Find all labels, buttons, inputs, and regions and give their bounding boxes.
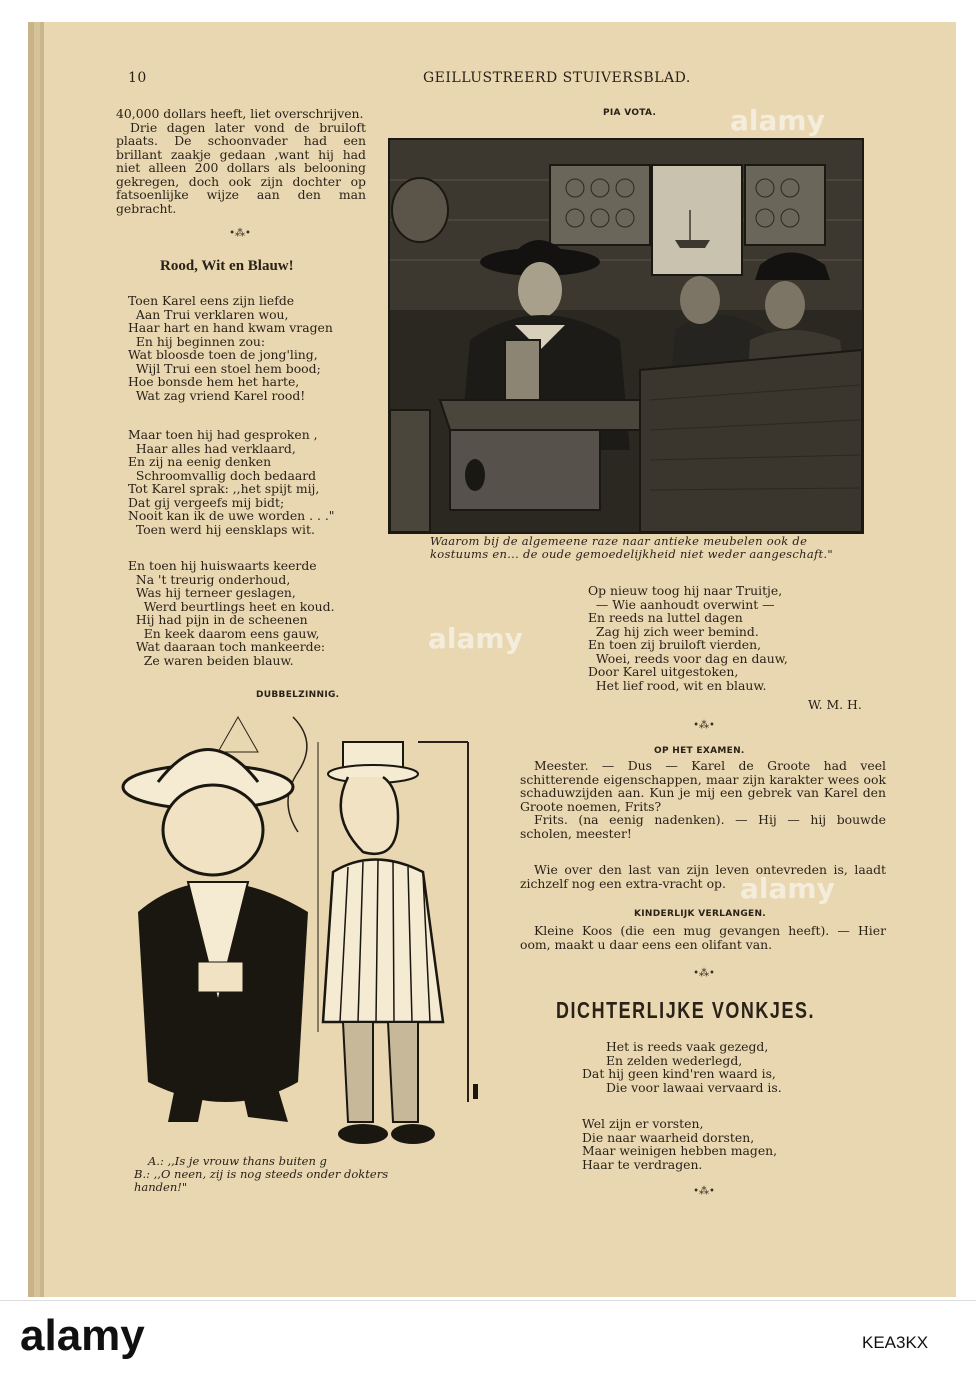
alamy-logo: alamy: [20, 1311, 145, 1360]
intro-line-1: 40,000 dollars heeft, liet overschrijven.: [116, 106, 364, 121]
exam-paragraph-2: Frits. (na eenig nadenken). — Hij — hij bouwde scholen, meester!: [520, 812, 886, 841]
divider-ornament: •⁂•: [229, 228, 251, 239]
pia-vota-illustration: [388, 138, 864, 534]
poem-stanza-2: Maar toen hij had gesproken , Haar alles had verklaard, En zij na eenig denken Schroomvallig doch bedaard Tot Karel sprak: ,,het spijt mij, Dat gij vergeefs mij bidt; Nooit kan ik de uwe worden . . ." Toen werd hij eensklaps wit.: [128, 427, 335, 537]
vonkjes-stanza-1: Het is reeds vaak gezegd, En zelden wederlegd, Dat hij geen kind'ren waard is, Die voor lawaai vervaard is.: [582, 1039, 782, 1095]
burden-text: Wie over den last van zijn leven ontevreden is, laadt zichzelf nog een extra-vracht op.: [520, 862, 886, 891]
vonkjes-stanza-2: Wel zijn er vorsten, Die naar waarheid dorsten, Maar weinigen hebben magen, Haar te verdragen.: [582, 1116, 778, 1172]
divider-ornament-4: •⁂•: [693, 1186, 715, 1197]
intro-text: [116, 107, 366, 215]
illustration-caption: Waarom bij de algemeene raze naar antieke meubelen ook de kostuums en... de oude gemoedelijkheid niet weder aangeschaft.": [430, 534, 834, 561]
page-number: 10: [128, 70, 147, 86]
vonkjes-title: DICHTERLIJKE VONKJES.: [556, 997, 816, 1023]
image-code: KEA3KX: [862, 1333, 929, 1352]
poem-title: Rood, Wit en Blauw!: [160, 258, 294, 274]
illustration-title: PIA VOTA.: [603, 108, 657, 118]
page-header-title: GEILLUSTREERD STUIVERSBLAD.: [423, 70, 691, 86]
poem-signature: W. M. H.: [808, 697, 862, 712]
cartoon-title: DUBBELZINNIG.: [256, 690, 340, 700]
divider-ornament-2: •⁂•: [693, 720, 715, 731]
poem-stanza-4: Op nieuw toog hij naar Truitje, — Wie aanhoudt overwint — En reeds na luttel dagen Zag hij zich weer bemind. En toen zij bruiloft vierden, Woei, reeds voor dag en dauw, Door Karel uitgestoken, Het lief rood, wit en blauw.: [588, 583, 788, 693]
kind-text: Kleine Koos (die een mug gevangen heeft). — Hier oom, maakt u daar eens een olifant van.: [520, 923, 886, 952]
exam-title: OP HET EXAMEN.: [654, 746, 745, 756]
watermark: alamy: [730, 104, 825, 137]
kind-title: KINDERLIJK VERLANGEN.: [634, 909, 767, 919]
footer-bar: [0, 1300, 976, 1391]
exam-text: [520, 759, 886, 840]
poem-stanza-1: Toen Karel eens zijn liefde Aan Trui verklaren wou, Haar hart en hand kwam vragen En hij beginnen zou: Wat bloosde toen de jong'ling, Wijl Trui een stoel hem bood; Hoe bonsde hem het harte, Wat zag vriend Karel rood!: [128, 293, 333, 403]
intro-paragraph: Drie dagen later vond de bruiloft plaats. De schoonvader had een brillant zaakje gedaan ,want hij had niet alleen 200 dollars als belooning gekregen, doch ook zijn dochter op fatsoenlijke wijze aan den man gebracht.: [116, 119, 366, 216]
divider-ornament-3: •⁂•: [693, 968, 715, 979]
cartoon-caption: A.: ,,Is je vrouw thans buiten g B.: ,,O neen, zij is nog steeds onder dokters handen!": [134, 1154, 389, 1194]
exam-paragraph-1: Meester. — Dus — Karel de Groote had veel schitterende eigenschappen, maar zijn karakter wees ook schaduwzijden aan. Kun je mij een gebrek van Karel den Groote noemen, Frits?: [520, 758, 886, 814]
poem-stanza-3: En toen hij huiswaarts keerde Na 't treurig onderhoud, Was hij terneer geslagen, Werd beurtlings heet en koud. Hij had pijn in de scheenen En keek daarom eens gauw, Wat daaraan toch mankeerde: Ze waren beiden blauw.: [128, 558, 335, 668]
watermark: alamy: [428, 622, 523, 655]
watermark: alamy: [740, 872, 835, 905]
cartoon-illustration: [118, 702, 478, 1154]
